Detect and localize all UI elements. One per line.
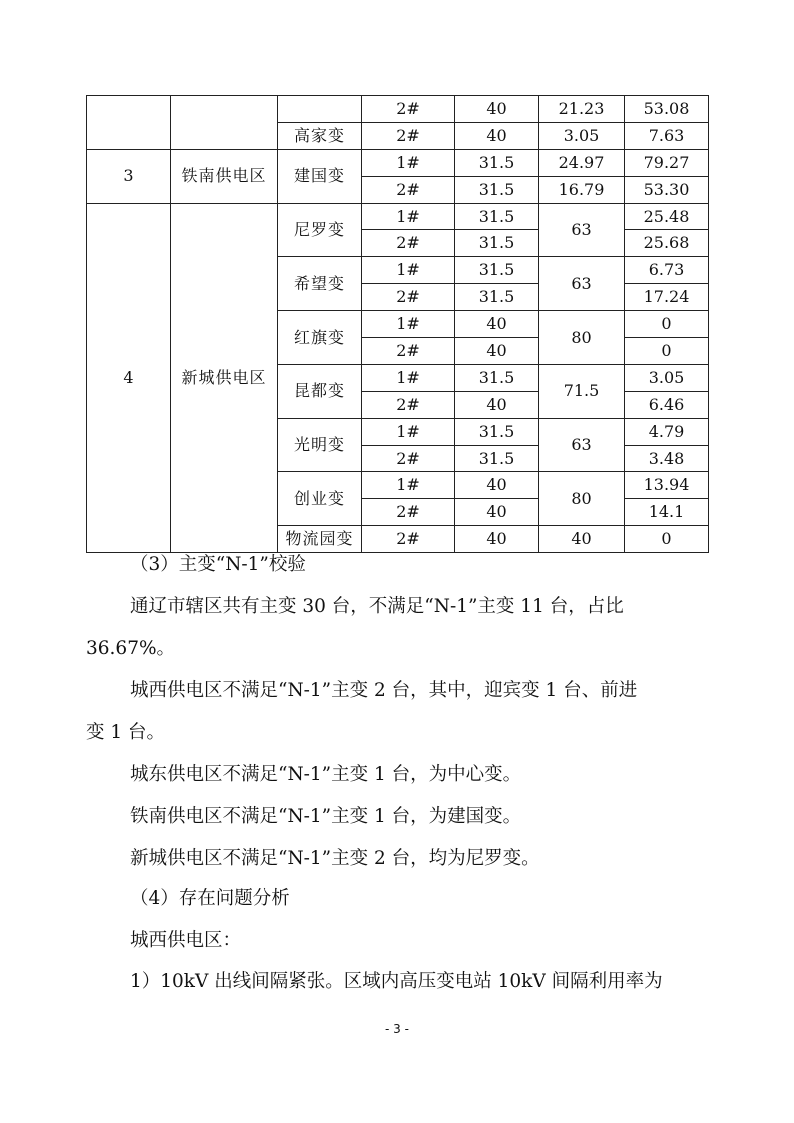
district-cell <box>171 96 278 150</box>
capacity-cell: 40 <box>455 96 539 123</box>
table-row <box>87 149 709 176</box>
rate-cell: 53.30 <box>625 176 709 203</box>
capacity-cell: 31.5 <box>455 257 539 284</box>
station-name-cell: 昆都变 <box>278 364 362 418</box>
station-name-cell: 光明变 <box>278 418 362 472</box>
unit-cell: 2# <box>362 526 455 553</box>
rate-cell: 53.08 <box>625 96 709 123</box>
unit-cell: 1# <box>362 257 455 284</box>
unit-cell: 2# <box>362 96 455 123</box>
load-cell: 3.05 <box>539 122 625 149</box>
capacity-cell: 40 <box>455 311 539 338</box>
group-number-cell <box>87 96 171 150</box>
load-cell: 71.5 <box>539 364 625 418</box>
load-cell: 80 <box>539 311 625 365</box>
unit-cell: 1# <box>362 149 455 176</box>
load-cell: 16.79 <box>539 176 625 203</box>
unit-cell: 2# <box>362 445 455 472</box>
load-cell: 63 <box>539 418 625 472</box>
capacity-cell: 31.5 <box>455 230 539 257</box>
district-cell: 新城供电区 <box>171 203 278 553</box>
unit-cell: 1# <box>362 203 455 230</box>
rate-cell: 79.27 <box>625 149 709 176</box>
paragraph-chengxi-line1: 城西供电区不满足“N-1”主变 2 台，其中，迎宾变 1 台、前进 <box>130 680 638 701</box>
unit-cell: 2# <box>362 176 455 203</box>
capacity-cell: 31.5 <box>455 149 539 176</box>
rate-cell: 3.05 <box>625 364 709 391</box>
paragraph-chengxi-line2: 变 1 台。 <box>86 722 166 743</box>
capacity-cell: 40 <box>455 122 539 149</box>
station-name-cell: 尼罗变 <box>278 203 362 257</box>
unit-cell: 1# <box>362 311 455 338</box>
station-name-cell: 红旗变 <box>278 311 362 365</box>
capacity-cell: 31.5 <box>455 284 539 311</box>
rate-cell: 7.63 <box>625 122 709 149</box>
unit-cell: 2# <box>362 391 455 418</box>
rate-cell: 0 <box>625 311 709 338</box>
unit-cell: 2# <box>362 284 455 311</box>
unit-cell: 2# <box>362 230 455 257</box>
station-name-cell <box>278 96 362 123</box>
unit-cell: 2# <box>362 122 455 149</box>
group-number-cell: 3 <box>87 149 171 203</box>
unit-cell: 1# <box>362 418 455 445</box>
rate-cell: 4.79 <box>625 418 709 445</box>
district-cell: 铁南供电区 <box>171 149 278 203</box>
station-name-cell: 希望变 <box>278 257 362 311</box>
table-row <box>87 203 709 230</box>
paragraph-xincheng: 新城供电区不满足“N-1”主变 2 台，均为尼罗变。 <box>130 848 540 869</box>
rate-cell: 0 <box>625 338 709 365</box>
paragraph-summary-line2: 36.67%。 <box>86 638 176 659</box>
capacity-cell: 31.5 <box>455 203 539 230</box>
capacity-cell: 40 <box>455 338 539 365</box>
capacity-cell: 31.5 <box>455 445 539 472</box>
rate-cell: 6.73 <box>625 257 709 284</box>
load-cell: 80 <box>539 472 625 526</box>
capacity-cell: 40 <box>455 526 539 553</box>
station-name-cell: 建国变 <box>278 149 362 203</box>
capacity-cell: 31.5 <box>455 176 539 203</box>
page-number: - 3 - <box>385 1022 409 1036</box>
load-cell: 24.97 <box>539 149 625 176</box>
rate-cell: 17.24 <box>625 284 709 311</box>
unit-cell: 2# <box>362 338 455 365</box>
load-cell: 40 <box>539 526 625 553</box>
load-cell: 21.23 <box>539 96 625 123</box>
group-number-cell: 4 <box>87 203 171 553</box>
paragraph-chengxi-title: 城西供电区： <box>130 930 242 951</box>
capacity-cell: 40 <box>455 391 539 418</box>
paragraph-chengdong: 城东供电区不满足“N-1”主变 1 台，为中心变。 <box>130 764 522 785</box>
table-row <box>87 96 709 123</box>
rate-cell: 6.46 <box>625 391 709 418</box>
rate-cell: 14.1 <box>625 499 709 526</box>
rate-cell: 25.68 <box>625 230 709 257</box>
capacity-cell: 31.5 <box>455 364 539 391</box>
station-name-cell: 高家变 <box>278 122 362 149</box>
rate-cell: 13.94 <box>625 472 709 499</box>
station-name-cell: 物流园变 <box>278 526 362 553</box>
section-heading-n1-check: （3）主变“N-1”校验 <box>130 554 306 575</box>
load-cell: 63 <box>539 257 625 311</box>
capacity-cell: 40 <box>455 499 539 526</box>
rate-cell: 0 <box>625 526 709 553</box>
rate-cell: 25.48 <box>625 203 709 230</box>
unit-cell: 2# <box>362 499 455 526</box>
capacity-cell: 31.5 <box>455 418 539 445</box>
unit-cell: 1# <box>362 472 455 499</box>
paragraph-interval-shortage: 1）10kV 出线间隔紧张。区域内高压变电站 10kV 间隔利用率为 <box>130 971 663 992</box>
rate-cell: 3.48 <box>625 445 709 472</box>
paragraph-summary-line1: 通辽市辖区共有主变 30 台，不满足“N-1”主变 11 台，占比 <box>130 596 624 617</box>
station-name-cell: 创业变 <box>278 472 362 526</box>
paragraph-tienan: 铁南供电区不满足“N-1”主变 1 台，为建国变。 <box>130 806 522 827</box>
unit-cell: 1# <box>362 364 455 391</box>
section-heading-problems: （4）存在问题分析 <box>130 888 290 909</box>
transformer-load-table <box>86 95 709 553</box>
capacity-cell: 40 <box>455 472 539 499</box>
load-cell: 63 <box>539 203 625 257</box>
